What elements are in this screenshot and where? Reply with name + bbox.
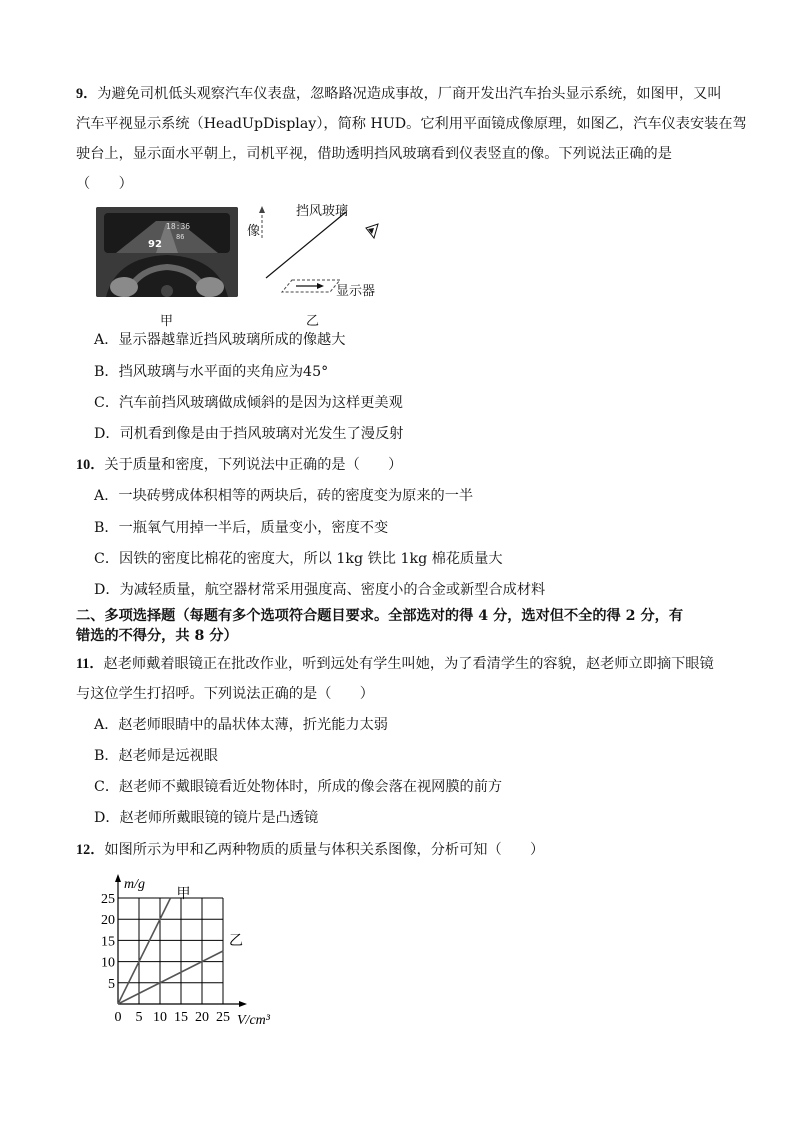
x-tick-label: 5 [135, 1010, 143, 1025]
q10-option-a[interactable]: A．一块砖劈成体积相等的两块后，砖的密度变为原来的一半 [94, 488, 474, 504]
q9-stem-text1: 为避免司机低头观察汽车仪表盘，忽略路况造成事故，厂商开发出汽车抬头显示系统，如图甲，又叫 [97, 86, 722, 102]
section2-heading-line2: 错选的不得分，共 8 分） [76, 628, 238, 644]
q9-stem-line1 [76, 84, 756, 104]
q9-option-c[interactable]: C．汽车前挡风玻璃做成倾斜的是因为这样更美观 [94, 395, 403, 411]
y-tick-label: 25 [101, 892, 115, 907]
y-tick-label: 15 [101, 934, 115, 950]
q9-number: 9． [76, 86, 98, 102]
q10-stem-text: 关于质量和密度，下列说法中正确的是（ ） [104, 457, 403, 473]
x-tick-label: 15 [174, 1010, 188, 1025]
windshield-line [266, 212, 346, 278]
x-tick-label: 10 [153, 1010, 167, 1025]
series-line-1 [118, 898, 171, 1004]
q9-option-a[interactable]: A．显示器越靠近挡风玻璃所成的像越大 [94, 332, 346, 348]
hud-small-number: 86 [176, 233, 185, 241]
hud-time-text: 18:36 [166, 222, 191, 231]
q9-stem-line2: 汽车平视显示系统（HeadUpDisplay），简称 HUD。它利用平面镜成像原理，如图乙，汽车仪表安装在驾 [76, 116, 747, 132]
q11-stem-line2: 与这位学生打招呼。下列说法正确的是（ ） [76, 686, 374, 702]
x-axis-label: V/cm³ [237, 1013, 270, 1028]
q10-option-c[interactable]: C．因铁的密度比棉花的密度大，所以 1kg 铁比 1kg 棉花质量大 [94, 551, 503, 567]
eye-icon [366, 224, 378, 238]
y-axis-label: m/g [124, 877, 145, 892]
series-label: 甲 [176, 886, 191, 902]
x-axis-arrow [239, 1001, 247, 1007]
y-tick-label: 5 [108, 976, 115, 992]
q11-number: 11． [76, 656, 104, 672]
q9-option-d[interactable]: D．司机看到像是由于挡风玻璃对光发生了漫反射 [94, 426, 404, 442]
q10-option-d[interactable]: D．为减轻质量，航空器材常采用强度高、密度小的合金或新型合成材料 [94, 582, 546, 598]
x-tick-label: 20 [195, 1010, 209, 1025]
q10-stem [76, 455, 756, 475]
q11-stem-line1 [76, 654, 756, 674]
y-axis-arrow [115, 874, 121, 882]
x-tick-label: 0 [114, 1010, 122, 1025]
q11-option-d[interactable]: D．赵老师所戴眼镜的镜片是凸透镜 [94, 810, 319, 826]
mass-volume-chart [90, 866, 300, 1036]
y-tick-label: 10 [101, 955, 115, 971]
hud-dashboard-photo [96, 207, 238, 297]
q11-option-c[interactable]: C．赵老师不戴眼镜看近处物体时，所成的像会落在视网膜的前方 [94, 779, 503, 795]
image-label: 像 [247, 224, 261, 239]
hud-speed-number: 92 [148, 239, 162, 250]
q12-number: 12． [76, 842, 105, 858]
section2-heading-line1: 二、多项选择题（每题有多个选项符合题目要求。全部选对的得 4 分，选对但不全的得 2 分，有 [76, 608, 684, 624]
display-label: 显示器 [336, 284, 376, 299]
q11-stem-text1: 赵老师戴着眼镜正在批改作业，听到远处有学生叫她，为了看清学生的容貌，赵老师立即摘下眼镜 [103, 656, 714, 672]
q9-stem-line3: 驶台上，显示面水平朝上，司机平视，借助透明挡风玻璃看到仪表竖直的像。下列说法正确的是 [76, 146, 672, 162]
display-arrow-head [317, 283, 324, 289]
fig-jia-caption: 甲 [160, 314, 174, 329]
q9-option-b[interactable]: B．挡风玻璃与水平面的夹角应为45° [94, 364, 329, 380]
hud-dashboard-drawing [96, 207, 238, 297]
x-tick-label: 25 [216, 1010, 230, 1025]
q12-stem-text: 如图所示为甲和乙两种物质的质量与体积关系图像，分析可知（ ） [104, 842, 545, 858]
q10-option-b[interactable]: B．一瓶氧气用掉一半后，质量变小，密度不变 [94, 520, 389, 536]
series-label: 乙 [229, 933, 243, 949]
q10-number: 10． [76, 457, 105, 473]
q9-answer-bracket: （ ） [76, 176, 133, 192]
y-tick-label: 20 [101, 913, 115, 929]
q11-option-a[interactable]: A．赵老师眼睛中的晶状体太薄，折光能力太弱 [94, 717, 388, 733]
image-arrow-head [259, 206, 265, 213]
windshield-label: 挡风玻璃 [296, 204, 349, 219]
fig-yi-caption: 乙 [306, 314, 320, 329]
q11-option-b[interactable]: B．赵老师是远视眼 [94, 748, 218, 764]
q12-stem [76, 840, 756, 860]
series-line-2 [118, 951, 223, 1004]
